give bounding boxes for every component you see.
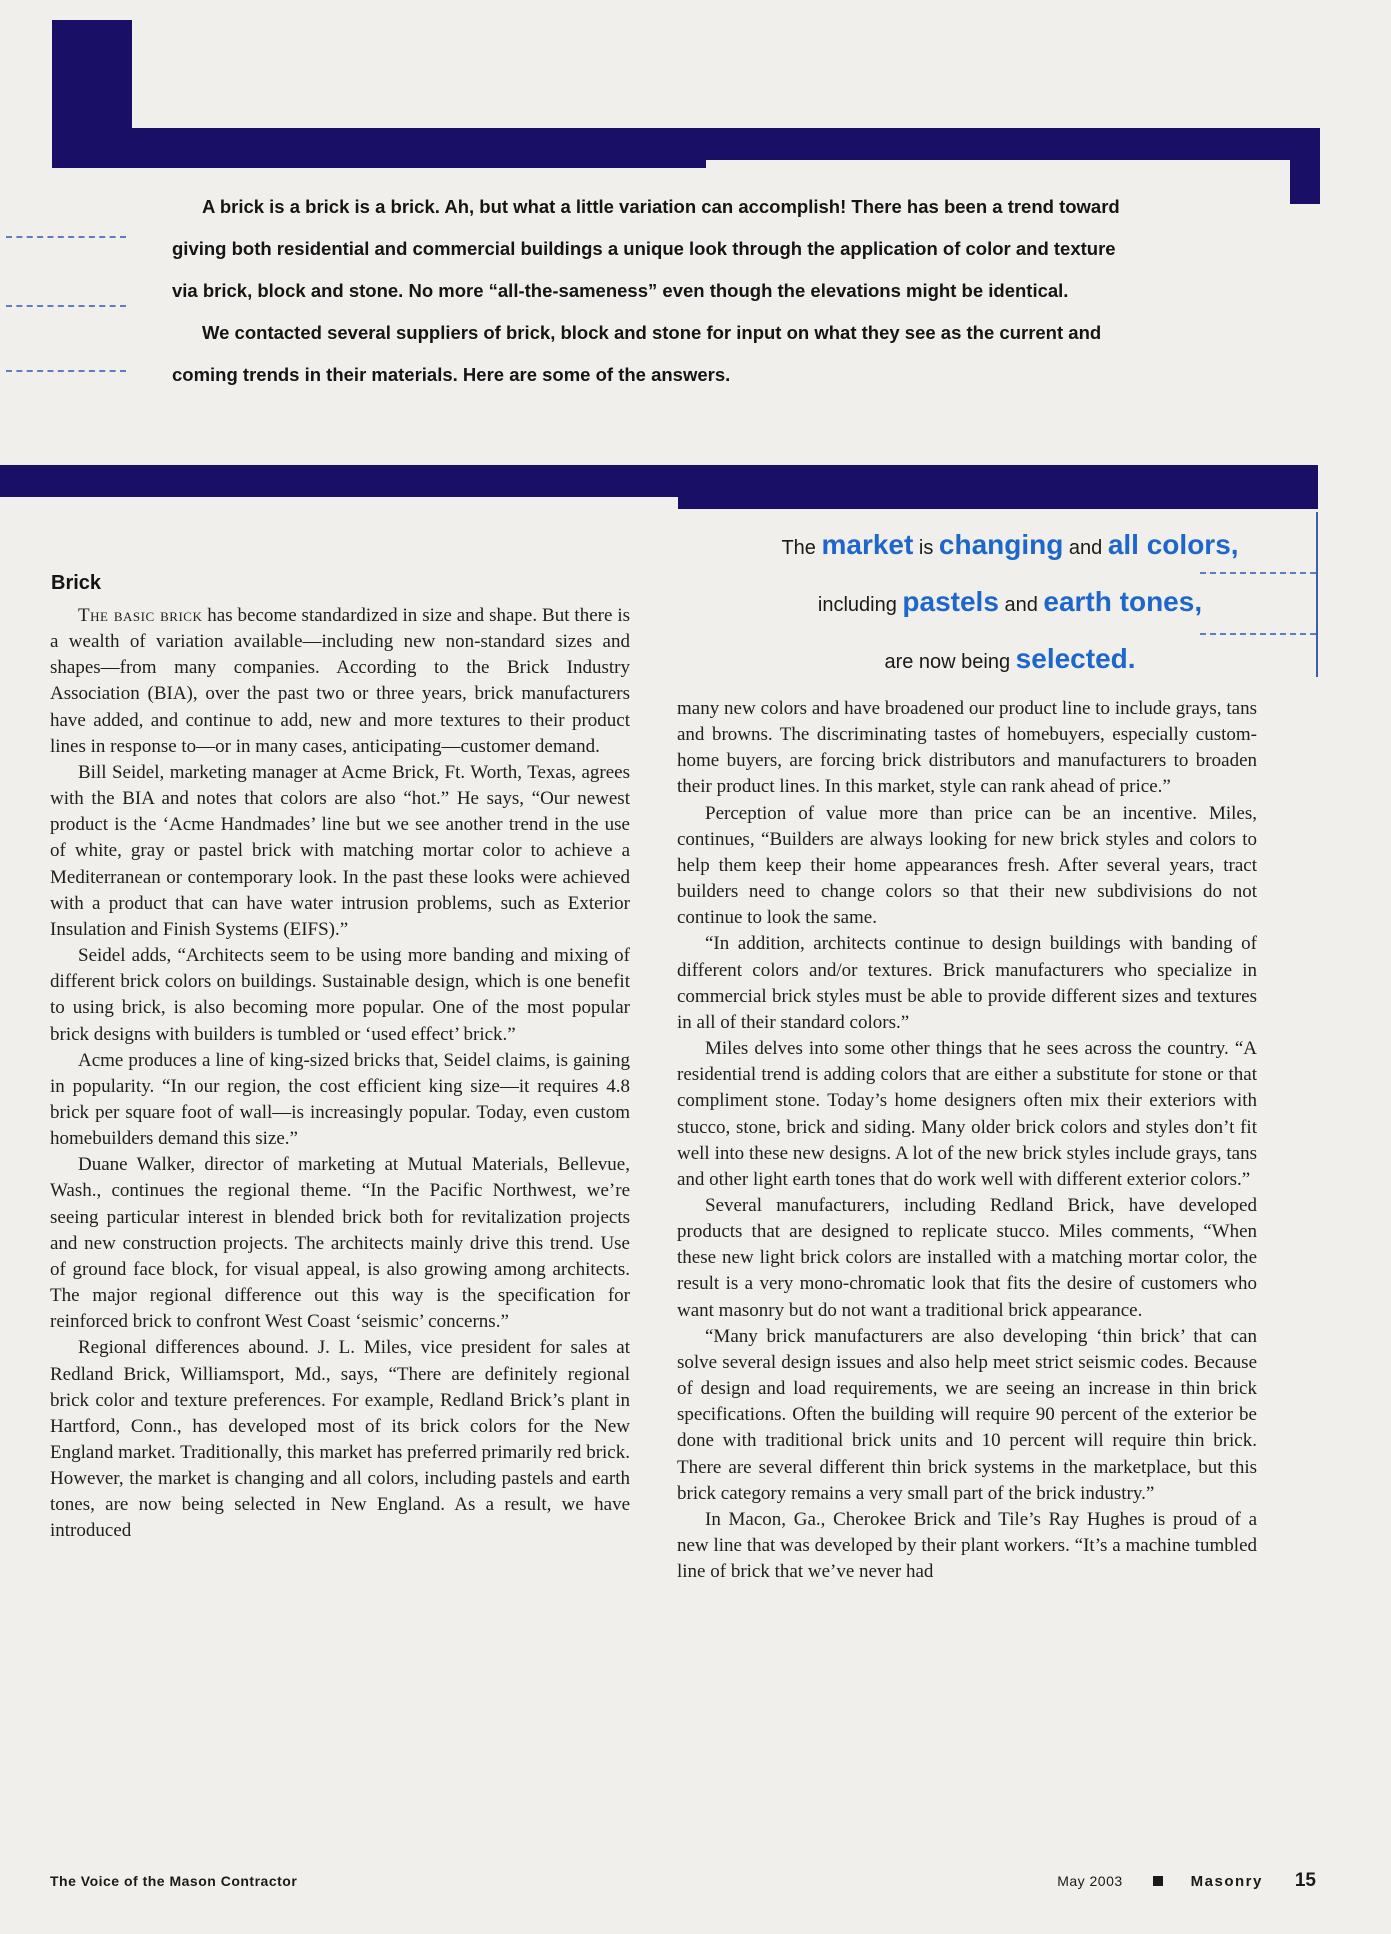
dashed-rule — [6, 305, 126, 307]
article-paragraph: Regional differences abound. J. L. Miles, vice president for sales at Redland Brick, Williamsport, Md., says, “There are definitely regional brick color and texture preferences. For example, Redland Brick’s plant in Hartford, Conn., has developed most of its brick colors for the New England market. Traditionally, this market has preferred primarily red brick. However, the market is changing and all colors, including pastels and earth tones, are now being selected in New England. As a result, we have introduced — [50, 1337, 630, 1542]
top-bar-right-post — [1290, 128, 1320, 204]
square-bullet-icon — [1153, 1876, 1163, 1886]
footer-folio — [1057, 1870, 1316, 1892]
article-column-right — [677, 696, 1257, 1585]
article-paragraph: many new colors and have broadened our product line to include grays, tans and browns. The discriminating tastes of homebuyers, especially custom-home buyers, are forcing brick distributors and manufacturers to broaden their product lines. In this market, style can rank ahead of price.” — [677, 698, 1257, 798]
article-paragraph: In Macon, Ga., Cherokee Brick and Tile’s Ray Hughes is proud of a new line that was developed by their plant workers. “It’s a machine tumbled line of brick that we’ve never had — [677, 1508, 1257, 1583]
article-paragraph: Acme produces a line of king-sized bricks that, Seidel claims, is gaining in popularity. “In our region, the cost efficient king size—it requires 4.8 brick per square foot of wall—is increasingly popular. Today, even custom homebuilders demand this size.” — [50, 1049, 630, 1150]
issue-date: May 2003 — [1057, 1873, 1123, 1889]
article-paragraph: Bill Seidel, marketing manager at Acme Brick, Ft. Worth, Texas, agrees with the BIA and notes that colors are also “hot.” He says, “Our newest product is the ‘Acme Handmades’ line but we see another trend in the use of white, gray or pastel brick with matching mortar color to achieve a Mediterranean or contemporary look. In the past these looks were achieved with a product that can have water intrusion problems, such as Exterior Insulation and Finish Systems (EIFS).” — [50, 761, 630, 940]
section-heading: Brick — [51, 572, 102, 594]
article-paragraph: The basic brick has become standardized in size and shape. But there is a wealth of variation available—including new non-standard sizes and shapes—from many companies. According to the Brick Industry Association (BIA), over the past two or three years, brick manufacturers have added, and continue to add, new and more textures to their product lines in response to—or in many cases, anticipating—customer demand. — [50, 605, 630, 757]
article-paragraph: Several manufacturers, including Redland Brick, have developed products that are designed to replicate stucco. Miles comments, “When these new light brick colors are installed with a matching mortar color, the result is a very mono-chromatic look that fits the desire of customers who want masonry but do not want a traditional brick appearance. — [677, 1194, 1257, 1321]
intro-paragraph: A brick is a brick is a brick. Ah, but what a little variation can accomplish! There has been a trend toward giving both residential and commercial buildings a unique look through the application of color and texture via brick, block and stone. No more “all-the-sameness” even though the elevations might be identical. — [172, 196, 1120, 301]
article-paragraph: Perception of value more than price can be an incentive. Miles, continues, “Builders are always looking for new brick styles and colors to help them keep their home appearances fresh. After several years, tract builders need to change colors so that their new subdivisions do not continue to look the same. — [677, 802, 1257, 929]
pull-quote-line: including pastels and earth tones, — [817, 586, 1203, 617]
article-paragraph: Seidel adds, “Architects seem to be using more banding and mixing of different brick colors on buildings. Sustainable design, which is one benefit to using brick, is also becoming more popular. One of the most popular brick designs with builders is tumbled or ‘used effect’ brick.” — [50, 945, 630, 1045]
article-paragraph: “In addition, architects continue to design buildings with banding of different colors and/or textures. Brick manufacturers who specialize in commercial brick styles must be able to provide different sizes and textures in all of their standard colors.” — [677, 933, 1257, 1033]
article-column-left — [50, 603, 630, 1545]
footer-tagline: The Voice of the Mason Contractor — [50, 1873, 298, 1889]
article-paragraph: Miles delves into some other things that he sees across the country. “A residential trend is adding colors that are either a substitute for stone or that compliment stone. Today’s home designers often mix their exteriors with stucco, stone, brick and siding. Many older brick colors and styles don’t fit well into these new designs. A lot of the new brick styles include grays, tans and other light earth tones that do work well with different exterior colors.” — [677, 1038, 1257, 1190]
article-paragraph: Duane Walker, director of marketing at Mutual Materials, Bellevue, Wash., continues the regional theme. “In the Pacific Northwest, we’re seeing particular interest in blended brick both for revitalization projects and new construction projects. The architects mainly drive this trend. Use of ground face block, for visual appeal, is also growing among architects. The major regional difference out this way is the specification for reinforced brick to confront West Coast ‘seismic’ concerns.” — [50, 1154, 630, 1333]
top-bar-left-post — [52, 20, 132, 132]
intro-text — [172, 186, 1140, 396]
dashed-rule — [6, 370, 126, 372]
pull-quote — [690, 518, 1330, 689]
dashed-rule — [6, 236, 126, 238]
page-number: 15 — [1294, 1870, 1316, 1891]
intro-paragraph: We contacted several suppliers of brick, block and stone for input on what they see as the current and coming trends in their materials. Here are some of the answers. — [172, 322, 1102, 385]
pull-quote-line: The market is changing and all colors, — [781, 529, 1239, 560]
article-paragraph: “Many brick manufacturers are also developing ‘thin brick’ that can solve several design issues and also help meet strict seismic codes. Because of design and load requirements, we are seeing an increase in thin brick specifications. Often the building will require 90 percent of the exterior be done with traditional brick units and 10 percent will require thin brick. There are several different thin brick systems in the marketplace, but this brick category remains a very small part of the brick industry.” — [677, 1325, 1257, 1504]
pull-quote-line: are now being selected. — [884, 643, 1136, 674]
magazine-name: Masonry — [1190, 1872, 1263, 1890]
lead-in: The basic brick — [78, 605, 203, 626]
